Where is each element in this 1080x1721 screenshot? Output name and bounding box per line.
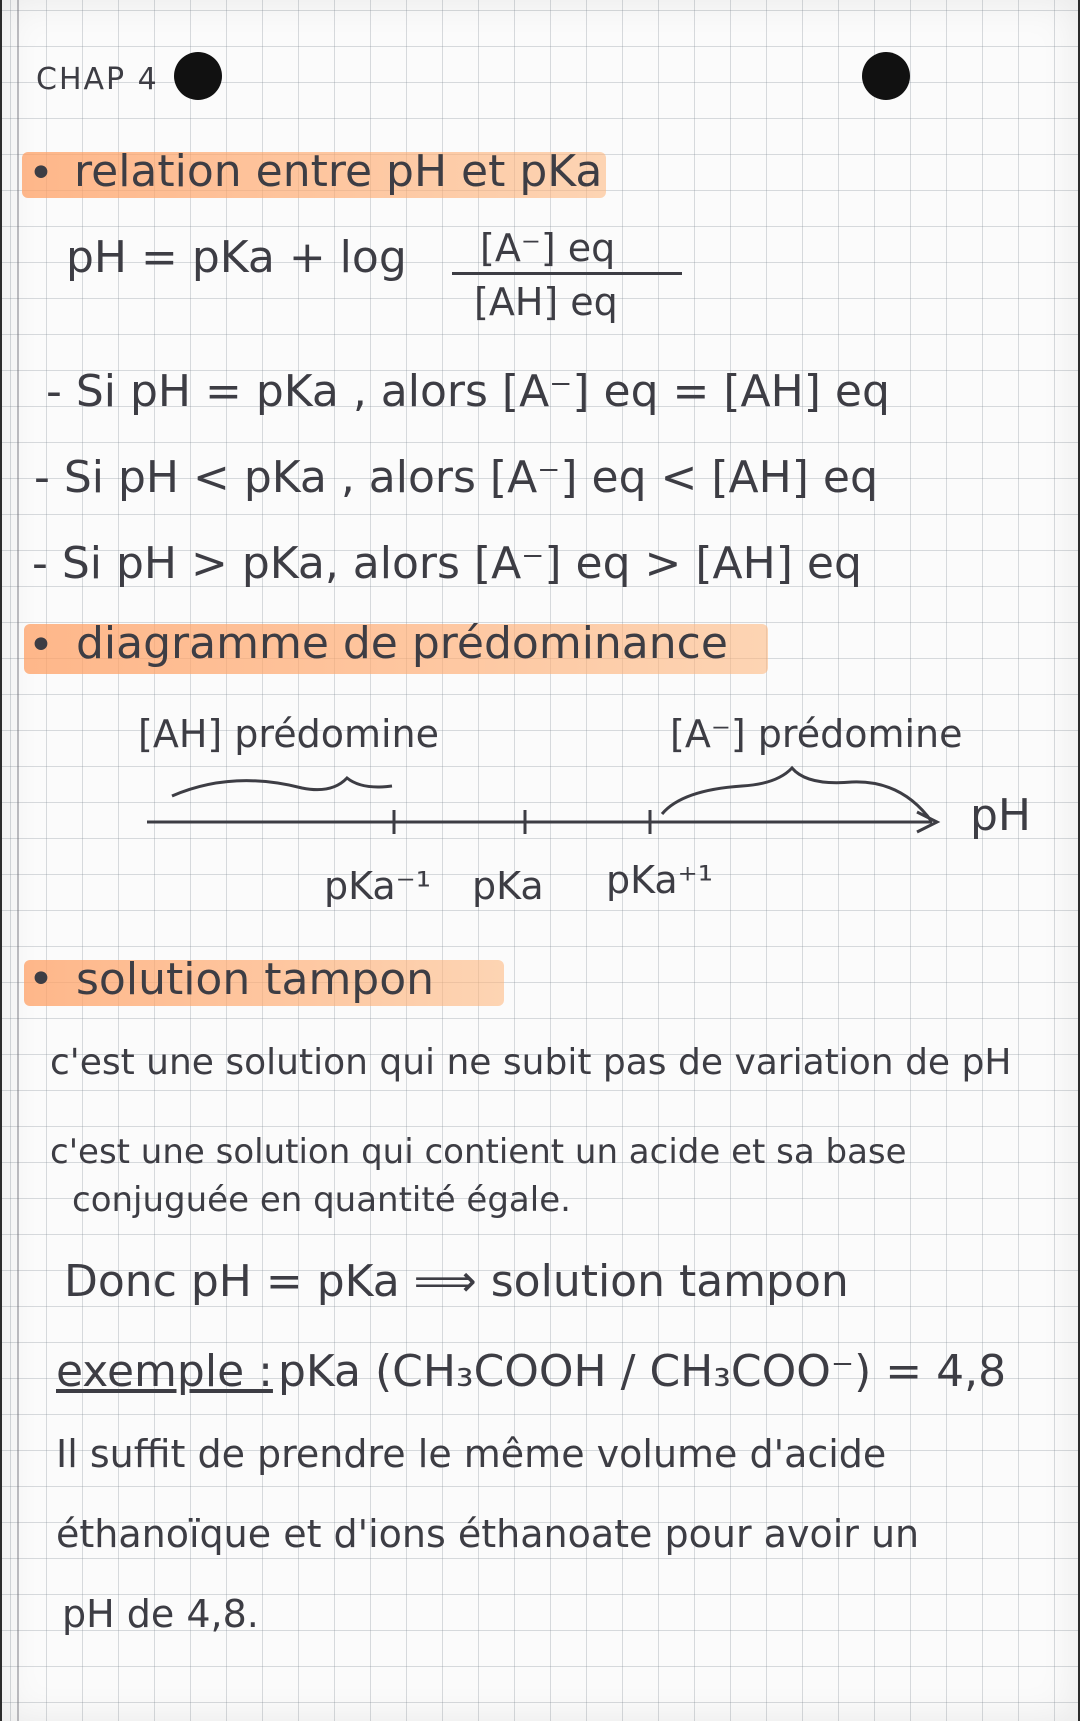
formula-denominator: [AH] eq bbox=[474, 280, 618, 324]
axis-label: pH bbox=[970, 790, 1032, 841]
definition-line-1: c'est une solution qui ne subit pas de variation de pH bbox=[50, 1042, 1012, 1083]
bullet-icon: • bbox=[28, 954, 54, 1005]
fraction-bar bbox=[452, 272, 682, 275]
final-line-2: éthanoïque et d'ions éthanoate pour avoir un bbox=[56, 1512, 920, 1556]
example-text: pKa (CH₃COOH / CH₃COO⁻) = 4,8 bbox=[278, 1346, 1007, 1397]
rule-greater: - Si pH > pKa, alors [A⁻] eq > [AH] eq bbox=[32, 538, 862, 589]
tick-label-pka-minus: pKa⁻¹ bbox=[324, 864, 431, 908]
predominance-diagram bbox=[2, 760, 1078, 940]
donc-line: Donc pH = pKa ⟹ solution tampon bbox=[64, 1256, 849, 1307]
definition-line-2: c'est une solution qui contient un acide et sa base bbox=[50, 1132, 907, 1172]
final-line-1: Il suffit de prendre le même volume d'acide bbox=[56, 1432, 887, 1476]
formula-left: pH = pKa + log bbox=[66, 232, 407, 283]
notebook-page bbox=[2, 0, 1078, 1721]
bullet-icon: • bbox=[28, 620, 54, 671]
bullet-icon: • bbox=[28, 148, 54, 199]
tick-label-pka-plus: pKa⁺¹ bbox=[606, 858, 713, 902]
formula-numerator: [A⁻] eq bbox=[480, 226, 616, 270]
right-predominance-label: [A⁻] prédomine bbox=[670, 712, 963, 756]
chapter-label: CHAP 4 bbox=[36, 62, 159, 97]
left-predominance-label: [AH] prédomine bbox=[138, 712, 439, 756]
section2-title: diagramme de prédominance bbox=[76, 618, 728, 669]
section3-title: solution tampon bbox=[76, 954, 435, 1005]
right-brace bbox=[662, 768, 932, 822]
tick-label-pka: pKa bbox=[472, 864, 544, 908]
definition-line-3: conjuguée en quantité égale. bbox=[72, 1180, 571, 1220]
punch-hole-left bbox=[174, 52, 222, 100]
rule-equal: - Si pH = pKa , alors [A⁻] eq = [AH] eq bbox=[46, 366, 890, 417]
left-brace bbox=[172, 778, 392, 796]
section1-title: relation entre pH et pKa bbox=[74, 146, 603, 197]
punch-hole-right bbox=[862, 52, 910, 100]
example-label: exemple : bbox=[56, 1346, 273, 1397]
rule-less: - Si pH < pKa , alors [A⁻] eq < [AH] eq bbox=[34, 452, 878, 503]
final-line-3: pH de 4,8. bbox=[62, 1592, 259, 1636]
